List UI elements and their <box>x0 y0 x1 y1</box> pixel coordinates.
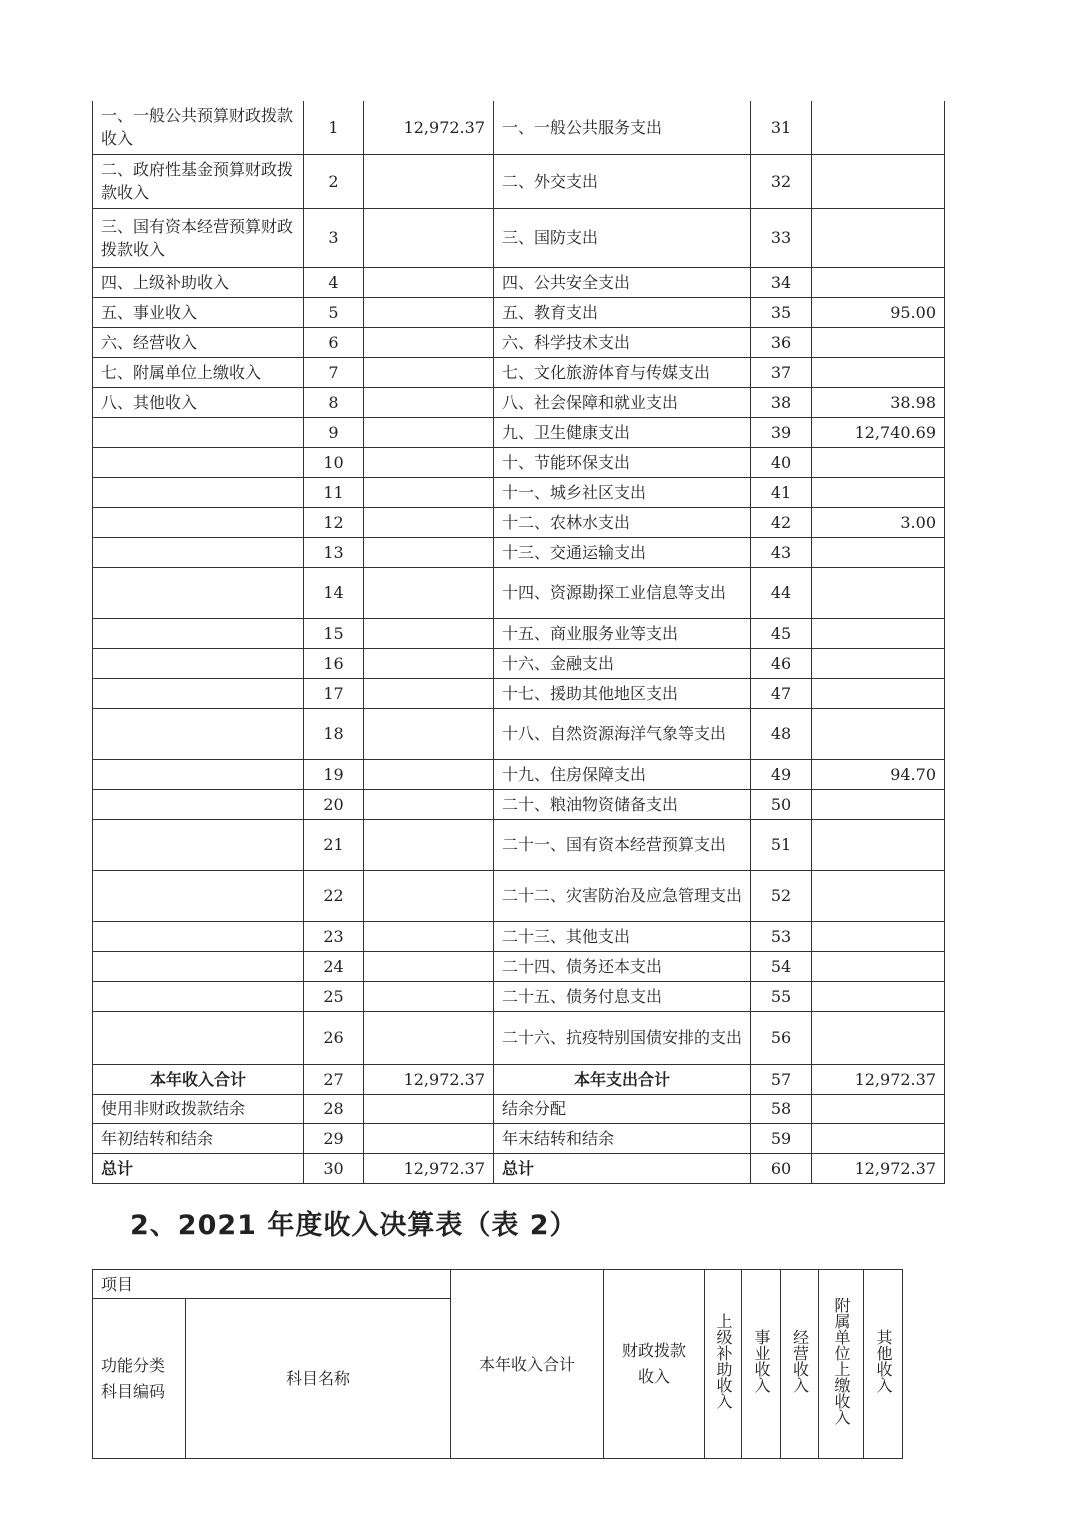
income-amount-cell <box>364 1094 494 1123</box>
table-row <box>93 708 945 759</box>
income-item-cell <box>93 759 304 789</box>
table-row <box>93 507 945 537</box>
upper-subsidy-label: 上级补助收入 <box>714 1313 734 1409</box>
table-row <box>93 981 945 1011</box>
expense-amount-cell <box>812 537 945 567</box>
income-item-cell <box>93 477 304 507</box>
income-amount-cell <box>364 447 494 477</box>
income-amount-cell <box>364 951 494 981</box>
expense-item-cell: 年末结转和结余 <box>494 1123 751 1153</box>
income-line-no-cell: 11 <box>304 477 364 507</box>
income-line-no-cell: 1 <box>304 101 364 154</box>
expense-line-no-cell: 50 <box>751 789 812 819</box>
income-amount-cell <box>364 981 494 1011</box>
income-amount-cell <box>364 648 494 678</box>
income-item-cell: 六、经营收入 <box>93 327 304 357</box>
expense-line-no-cell: 56 <box>751 1011 812 1064</box>
income-line-no-cell: 26 <box>304 1011 364 1064</box>
income-line-no-cell: 18 <box>304 708 364 759</box>
table-row <box>93 1123 945 1153</box>
income-item-cell <box>93 981 304 1011</box>
table-row <box>93 101 945 154</box>
expense-amount-cell <box>812 477 945 507</box>
table-row <box>93 819 945 870</box>
income-item-cell: 本年收入合计 <box>93 1064 304 1094</box>
expense-amount-cell <box>812 870 945 921</box>
income-amount-cell <box>364 708 494 759</box>
expense-line-no-cell: 46 <box>751 648 812 678</box>
expense-item-cell: 十二、农林水支出 <box>494 507 751 537</box>
table-row <box>93 357 945 387</box>
expense-line-no-cell: 36 <box>751 327 812 357</box>
expense-item-cell: 十三、交通运输支出 <box>494 537 751 567</box>
expense-amount-cell: 38.98 <box>812 387 945 417</box>
business-income-label: 事业收入 <box>752 1329 772 1393</box>
table-row <box>93 1094 945 1123</box>
expense-item-cell: 二十三、其他支出 <box>494 921 751 951</box>
income-item-cell: 年初结转和结余 <box>93 1123 304 1153</box>
income-item-cell <box>93 618 304 648</box>
expense-amount-cell <box>812 1123 945 1153</box>
expense-line-no-cell: 32 <box>751 154 812 208</box>
income-line-no-cell: 15 <box>304 618 364 648</box>
expense-amount-cell <box>812 267 945 297</box>
income-item-cell <box>93 507 304 537</box>
income-line-no-cell: 5 <box>304 297 364 327</box>
income-final-accounts-table <box>92 1269 903 1459</box>
income-item-cell <box>93 789 304 819</box>
operating-income-header <box>781 1270 819 1459</box>
income-line-no-cell: 23 <box>304 921 364 951</box>
table-row <box>93 789 945 819</box>
table-row <box>93 417 945 447</box>
income-amount-cell <box>364 267 494 297</box>
table-row <box>93 618 945 648</box>
income-item-cell <box>93 708 304 759</box>
income-line-no-cell: 30 <box>304 1153 364 1183</box>
expense-item-cell: 总计 <box>494 1153 751 1183</box>
table-row <box>93 921 945 951</box>
expense-item-cell: 五、教育支出 <box>494 297 751 327</box>
income-amount-cell <box>364 507 494 537</box>
income-expense-summary-table <box>92 101 945 1184</box>
income-item-cell <box>93 951 304 981</box>
income-item-cell <box>93 648 304 678</box>
expense-item-cell: 九、卫生健康支出 <box>494 417 751 447</box>
expense-amount-cell <box>812 981 945 1011</box>
expense-item-cell: 二十四、债务还本支出 <box>494 951 751 981</box>
income-amount-cell <box>364 417 494 447</box>
income-amount-cell <box>364 1011 494 1064</box>
income-item-cell: 二、政府性基金预算财政拨款收入 <box>93 154 304 208</box>
expense-line-no-cell: 60 <box>751 1153 812 1183</box>
section-heading: 2、2021 年度收入决算表（表 2） <box>130 1210 578 1241</box>
income-item-cell <box>93 447 304 477</box>
expense-line-no-cell: 31 <box>751 101 812 154</box>
income-line-no-cell: 17 <box>304 678 364 708</box>
function-code-label: 功能分类科目编码 <box>101 1355 166 1401</box>
expense-amount-cell <box>812 357 945 387</box>
income-line-no-cell: 13 <box>304 537 364 567</box>
expense-line-no-cell: 53 <box>751 921 812 951</box>
income-amount-cell <box>364 819 494 870</box>
income-line-no-cell: 14 <box>304 567 364 618</box>
table-row <box>93 387 945 417</box>
expense-item-cell: 二十、粮油物资储备支出 <box>494 789 751 819</box>
expense-line-no-cell: 55 <box>751 981 812 1011</box>
expense-amount-cell <box>812 921 945 951</box>
expense-line-no-cell: 58 <box>751 1094 812 1123</box>
income-line-no-cell: 21 <box>304 819 364 870</box>
expense-item-cell: 十五、商业服务业等支出 <box>494 618 751 648</box>
expense-amount-cell: 3.00 <box>812 507 945 537</box>
income-amount-cell <box>364 921 494 951</box>
expense-item-cell: 十八、自然资源海洋气象等支出 <box>494 708 751 759</box>
income-line-no-cell: 6 <box>304 327 364 357</box>
expense-item-cell: 十九、住房保障支出 <box>494 759 751 789</box>
expense-line-no-cell: 47 <box>751 678 812 708</box>
expense-amount-cell <box>812 678 945 708</box>
income-line-no-cell: 3 <box>304 208 364 267</box>
table-row <box>93 759 945 789</box>
table-row <box>93 648 945 678</box>
expense-amount-cell <box>812 154 945 208</box>
expense-amount-cell <box>812 618 945 648</box>
income-line-no-cell: 8 <box>304 387 364 417</box>
function-code-header <box>93 1299 186 1459</box>
income-amount-cell <box>364 678 494 708</box>
income-amount-cell <box>364 618 494 648</box>
income-item-cell: 四、上级补助收入 <box>93 267 304 297</box>
table-row <box>93 447 945 477</box>
expense-line-no-cell: 54 <box>751 951 812 981</box>
other-income-label: 其他收入 <box>874 1329 894 1393</box>
expense-item-cell: 二、外交支出 <box>494 154 751 208</box>
table-row <box>93 1153 945 1183</box>
income-amount-cell <box>364 357 494 387</box>
expense-amount-cell <box>812 567 945 618</box>
expense-amount-cell <box>812 708 945 759</box>
income-amount-cell <box>364 477 494 507</box>
expense-line-no-cell: 49 <box>751 759 812 789</box>
table-row <box>93 537 945 567</box>
expense-line-no-cell: 35 <box>751 297 812 327</box>
expense-line-no-cell: 39 <box>751 417 812 447</box>
income-item-cell: 一、一般公共预算财政拨款收入 <box>93 101 304 154</box>
income-amount-cell <box>364 208 494 267</box>
expense-amount-cell: 95.00 <box>812 297 945 327</box>
affiliate-income-label: 附属单位上缴收入 <box>832 1297 852 1425</box>
income-line-no-cell: 12 <box>304 507 364 537</box>
income-line-no-cell: 9 <box>304 417 364 447</box>
income-line-no-cell: 10 <box>304 447 364 477</box>
expense-item-cell: 八、社会保障和就业支出 <box>494 387 751 417</box>
subject-name-header: 科目名称 <box>186 1299 451 1459</box>
table-row <box>93 267 945 297</box>
expense-amount-cell <box>812 951 945 981</box>
expense-amount-cell: 12,972.37 <box>812 1064 945 1094</box>
expense-amount-cell: 12,972.37 <box>812 1153 945 1183</box>
expense-item-cell: 七、文化旅游体育与传媒支出 <box>494 357 751 387</box>
income-item-cell: 三、国有资本经营预算财政拨款收入 <box>93 208 304 267</box>
expense-line-no-cell: 40 <box>751 447 812 477</box>
expense-amount-cell <box>812 208 945 267</box>
total-income-header: 本年收入合计 <box>451 1270 604 1459</box>
expense-amount-cell: 12,740.69 <box>812 417 945 447</box>
income-item-cell <box>93 1011 304 1064</box>
expense-amount-cell <box>812 789 945 819</box>
income-line-no-cell: 16 <box>304 648 364 678</box>
table-row <box>93 1064 945 1094</box>
expense-item-cell: 四、公共安全支出 <box>494 267 751 297</box>
income-amount-cell <box>364 567 494 618</box>
expense-item-cell: 十七、援助其他地区支出 <box>494 678 751 708</box>
income-line-no-cell: 29 <box>304 1123 364 1153</box>
table-row <box>93 567 945 618</box>
expense-item-cell: 二十五、债务付息支出 <box>494 981 751 1011</box>
income-line-no-cell: 19 <box>304 759 364 789</box>
income-amount-cell: 12,972.37 <box>364 101 494 154</box>
expense-item-cell: 二十一、国有资本经营预算支出 <box>494 819 751 870</box>
expense-item-cell: 十、节能环保支出 <box>494 447 751 477</box>
expense-line-no-cell: 42 <box>751 507 812 537</box>
income-item-cell: 七、附属单位上缴收入 <box>93 357 304 387</box>
expense-item-cell: 本年支出合计 <box>494 1064 751 1094</box>
income-amount-cell <box>364 297 494 327</box>
expense-amount-cell <box>812 447 945 477</box>
income-amount-cell <box>364 154 494 208</box>
table-row <box>93 1011 945 1064</box>
income-line-no-cell: 2 <box>304 154 364 208</box>
income-amount-cell: 12,972.37 <box>364 1064 494 1094</box>
income-line-no-cell: 27 <box>304 1064 364 1094</box>
expense-line-no-cell: 48 <box>751 708 812 759</box>
income-item-cell <box>93 537 304 567</box>
income-item-cell: 使用非财政拨款结余 <box>93 1094 304 1123</box>
income-item-cell <box>93 921 304 951</box>
fiscal-allocation-label: 财政拨款收入 <box>622 1341 687 1386</box>
expense-amount-cell <box>812 819 945 870</box>
income-item-cell <box>93 870 304 921</box>
expense-line-no-cell: 34 <box>751 267 812 297</box>
income-amount-cell <box>364 759 494 789</box>
expense-amount-cell <box>812 327 945 357</box>
expense-item-cell: 三、国防支出 <box>494 208 751 267</box>
table-row <box>93 327 945 357</box>
table-row <box>93 154 945 208</box>
expense-item-cell: 二十六、抗疫特别国债安排的支出 <box>494 1011 751 1064</box>
income-item-cell <box>93 417 304 447</box>
income-amount-cell <box>364 789 494 819</box>
expense-line-no-cell: 44 <box>751 567 812 618</box>
expense-item-cell: 一、一般公共服务支出 <box>494 101 751 154</box>
income-item-cell: 五、事业收入 <box>93 297 304 327</box>
income-line-no-cell: 7 <box>304 357 364 387</box>
expense-line-no-cell: 37 <box>751 357 812 387</box>
expense-item-cell: 六、科学技术支出 <box>494 327 751 357</box>
expense-amount-cell <box>812 1011 945 1064</box>
table-row <box>93 208 945 267</box>
expense-amount-cell <box>812 1094 945 1123</box>
income-amount-cell <box>364 870 494 921</box>
expense-line-no-cell: 43 <box>751 537 812 567</box>
table-row <box>93 951 945 981</box>
income-line-no-cell: 25 <box>304 981 364 1011</box>
income-line-no-cell: 28 <box>304 1094 364 1123</box>
expense-item-cell: 十一、城乡社区支出 <box>494 477 751 507</box>
operating-income-label: 经营收入 <box>790 1329 810 1393</box>
income-item-cell <box>93 819 304 870</box>
income-item-cell <box>93 567 304 618</box>
table-row <box>93 678 945 708</box>
income-item-cell <box>93 678 304 708</box>
table-row <box>93 870 945 921</box>
expense-line-no-cell: 38 <box>751 387 812 417</box>
expense-amount-cell <box>812 648 945 678</box>
expense-line-no-cell: 59 <box>751 1123 812 1153</box>
income-amount-cell <box>364 327 494 357</box>
project-header: 项目 <box>93 1270 451 1299</box>
upper-subsidy-header <box>705 1270 742 1459</box>
affiliate-income-header <box>819 1270 864 1459</box>
expense-line-no-cell: 52 <box>751 870 812 921</box>
income-item-cell: 八、其他收入 <box>93 387 304 417</box>
expense-item-cell: 二十二、灾害防治及应急管理支出 <box>494 870 751 921</box>
expense-line-no-cell: 41 <box>751 477 812 507</box>
expense-line-no-cell: 57 <box>751 1064 812 1094</box>
expense-item-cell: 结余分配 <box>494 1094 751 1123</box>
expense-item-cell: 十六、金融支出 <box>494 648 751 678</box>
income-line-no-cell: 20 <box>304 789 364 819</box>
expense-amount-cell: 94.70 <box>812 759 945 789</box>
table-row <box>93 297 945 327</box>
expense-line-no-cell: 51 <box>751 819 812 870</box>
income-line-no-cell: 4 <box>304 267 364 297</box>
expense-line-no-cell: 45 <box>751 618 812 648</box>
income-amount-cell <box>364 387 494 417</box>
income-amount-cell <box>364 1123 494 1153</box>
business-income-header <box>742 1270 781 1459</box>
expense-line-no-cell: 33 <box>751 208 812 267</box>
income-line-no-cell: 22 <box>304 870 364 921</box>
other-income-header <box>864 1270 903 1459</box>
income-amount-cell: 12,972.37 <box>364 1153 494 1183</box>
income-amount-cell <box>364 537 494 567</box>
table-row <box>93 477 945 507</box>
income-line-no-cell: 24 <box>304 951 364 981</box>
income-item-cell: 总计 <box>93 1153 304 1183</box>
expense-item-cell: 十四、资源勘探工业信息等支出 <box>494 567 751 618</box>
expense-amount-cell <box>812 101 945 154</box>
fiscal-allocation-header <box>604 1270 705 1459</box>
